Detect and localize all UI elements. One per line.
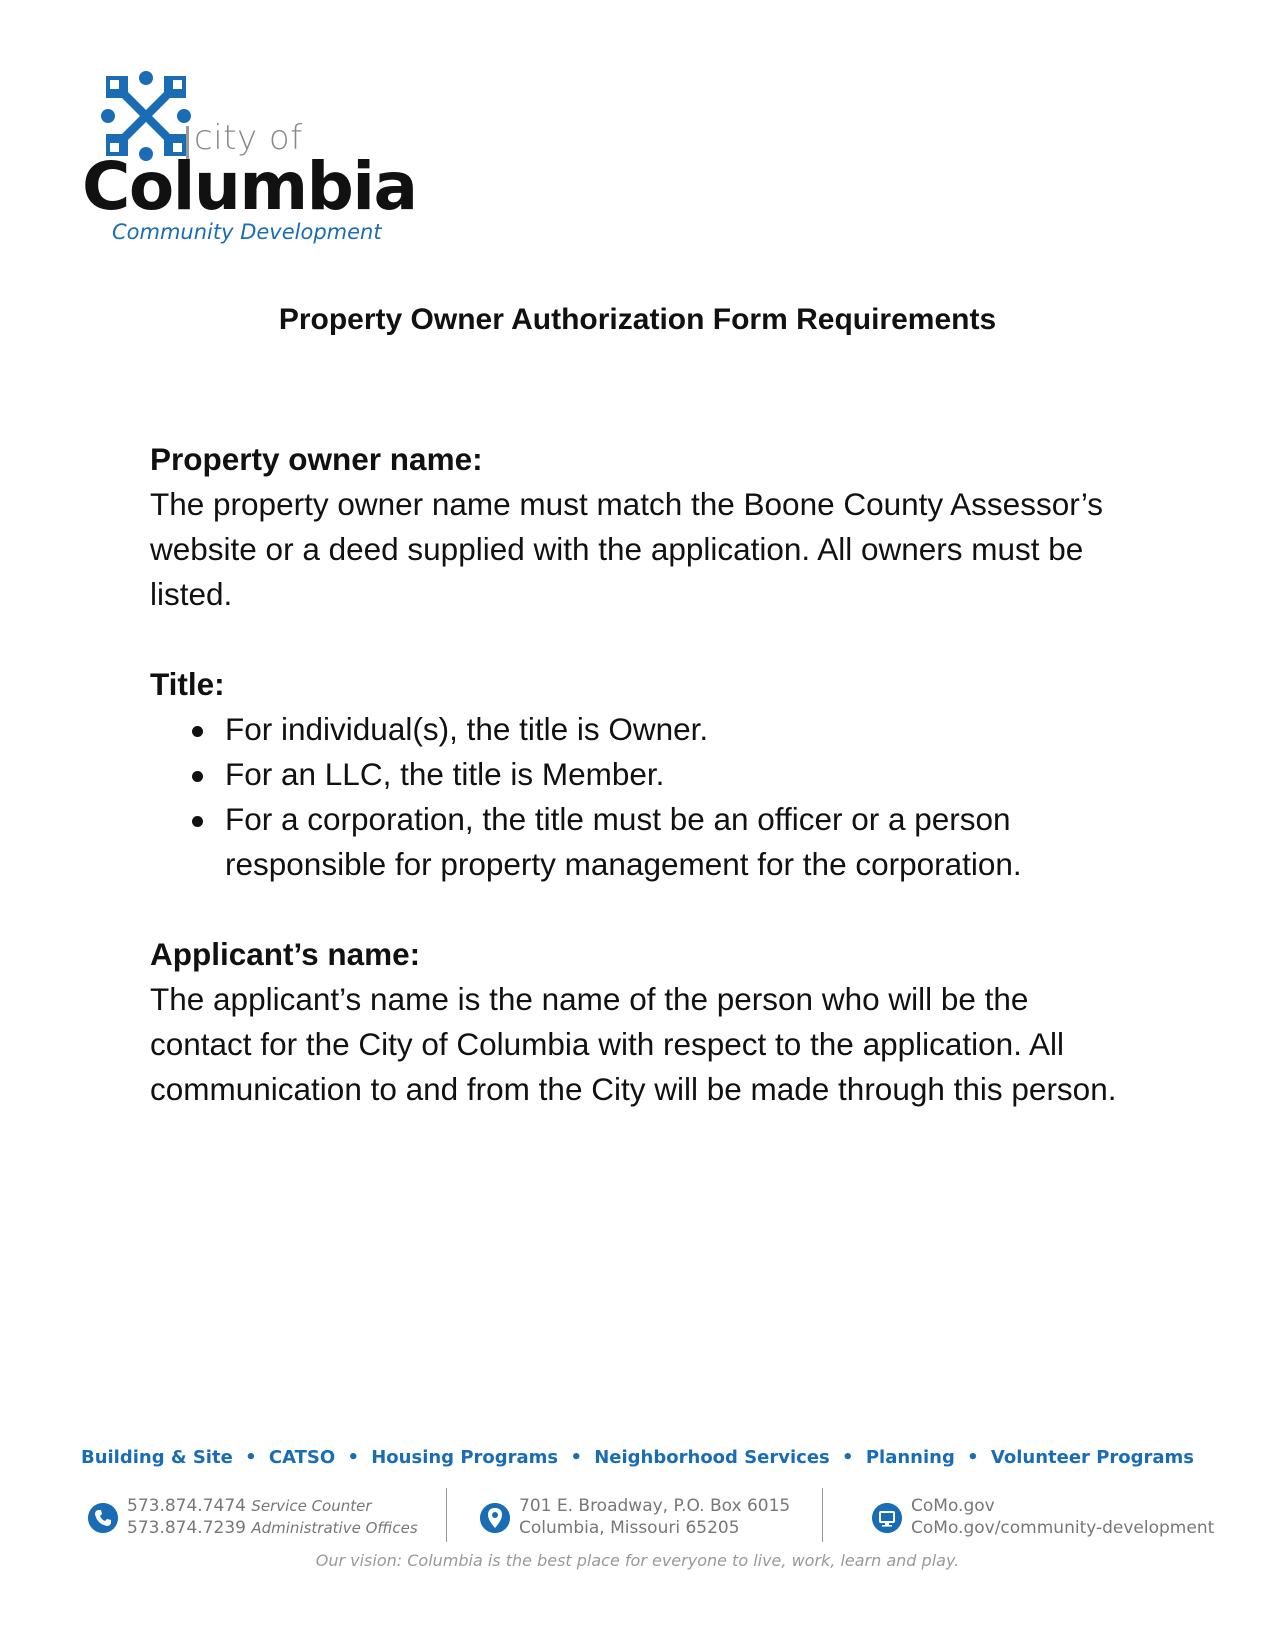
footer-separator: • [245, 1447, 257, 1468]
website-link[interactable]: CoMo.gov/community-development [911, 1518, 1215, 1538]
page-title: Property Owner Authorization Form Requirements [278, 303, 997, 336]
section-heading: Property owner name: [150, 441, 483, 477]
logo-department-text: Community Development [112, 220, 382, 244]
footer-program-links [0, 1447, 1275, 1468]
footer-link-planning[interactable]: Planning [865, 1447, 955, 1468]
list-item: For an LLC, the title is Member. [225, 752, 1130, 797]
location-pin-icon [480, 1503, 510, 1533]
contact-address [519, 1495, 790, 1539]
list-item: For a corporation, the title must be an officer or a person responsible for property management for the corporation. [225, 797, 1130, 887]
computer-monitor-icon [872, 1503, 902, 1533]
city-logo [82, 70, 417, 250]
section-applicant-name [150, 932, 1130, 1112]
title-bullet-list [150, 707, 1130, 887]
phone-number[interactable]: 573.874.7239 [127, 1518, 246, 1538]
footer-separator: • [842, 1447, 854, 1468]
footer-separator: • [570, 1447, 582, 1468]
website-link[interactable]: CoMo.gov [911, 1496, 995, 1516]
address-line: Columbia, Missouri 65205 [519, 1518, 740, 1538]
footer-link-building-site[interactable]: Building & Site [80, 1447, 233, 1468]
footer-link-catso[interactable]: CATSO [268, 1447, 336, 1468]
footer-link-neighborhood-services[interactable]: Neighborhood Services [594, 1447, 830, 1468]
phone-description: Administrative Offices [251, 1519, 418, 1537]
footer-separator: • [347, 1447, 359, 1468]
contact-web [911, 1495, 1214, 1539]
list-item: For individual(s), the title is Owner. [225, 707, 1130, 752]
footer-divider [822, 1488, 823, 1542]
section-text: The applicant’s name is the name of the person who will be the contact for the City of Columbia with respect to the application. All communication to and from the City will be made through this person. [150, 981, 1117, 1107]
section-title [150, 662, 1130, 887]
address-line: 701 E. Broadway, P.O. Box 6015 [519, 1496, 791, 1516]
footer-separator: • [967, 1447, 979, 1468]
section-text: The property owner name must match the Boone County Assessor’s website or a deed supplied with the application. All owners must be listed. [150, 486, 1104, 612]
document-body [150, 437, 1130, 1157]
section-heading: Applicant’s name: [150, 936, 421, 972]
footer-divider [446, 1488, 447, 1542]
phone-icon [88, 1503, 118, 1533]
footer-link-housing-programs[interactable]: Housing Programs [371, 1447, 559, 1468]
section-heading: Title: [150, 666, 225, 702]
section-property-owner-name [150, 437, 1130, 617]
phone-description: Service Counter [251, 1497, 372, 1515]
logo-columbia-text: Columbia [82, 148, 417, 225]
footer-link-volunteer-programs[interactable]: Volunteer Programs [990, 1447, 1195, 1468]
vision-statement: Our vision: Columbia is the best place for everyone to live, work, learn and play. [315, 1551, 960, 1570]
logo-city-of-text: city of [194, 118, 303, 158]
contact-phone [127, 1495, 418, 1539]
phone-number[interactable]: 573.874.7474 [127, 1496, 246, 1516]
